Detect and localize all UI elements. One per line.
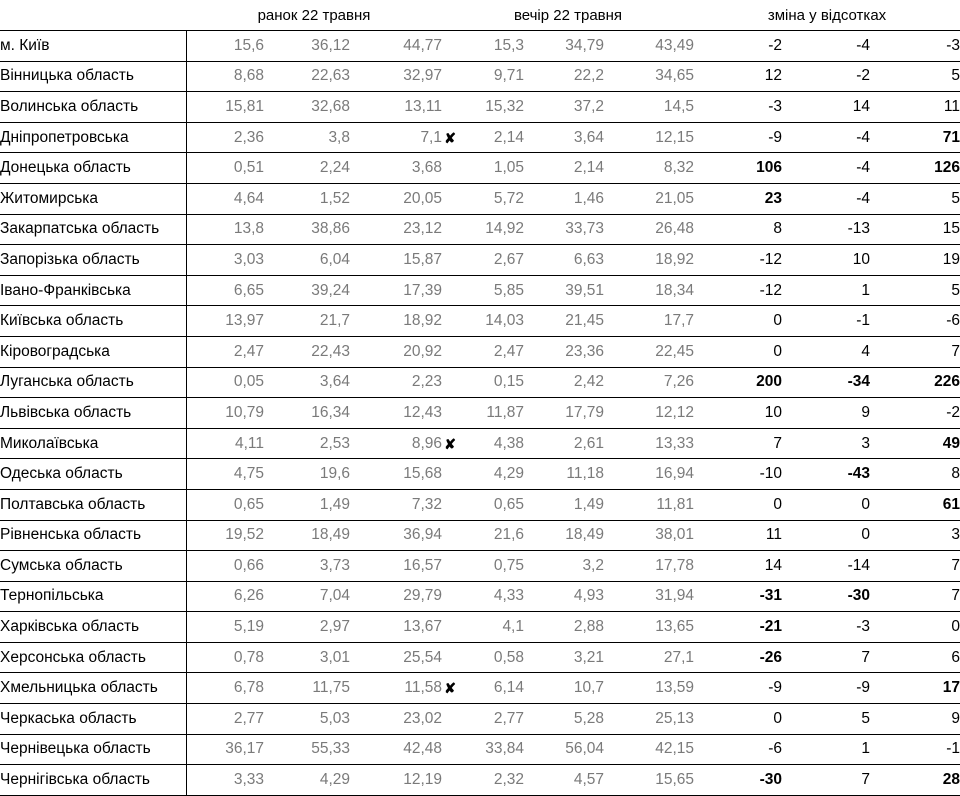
percent-cell-p1: -2 (694, 31, 782, 62)
percent-cell-p2: -4 (782, 122, 870, 153)
value-cell-m3: 20,92 (350, 336, 442, 367)
header-blank-cell (0, 0, 186, 31)
value-cell-m1: 15,81 (186, 92, 264, 123)
value-cell-m2: 19,6 (264, 459, 350, 490)
value-cell-e1: 4,33 (442, 581, 524, 612)
value-cell-e1: 2,14 (442, 122, 524, 153)
percent-cell-p3: -3 (870, 31, 960, 62)
table-row (0, 428, 960, 459)
header-group-change: зміна у відсотках (767, 6, 887, 24)
value-cell-m2: 55,33 (264, 734, 350, 765)
value-cell-m3: 29,79 (350, 581, 442, 612)
region-name-cell: Тернопільська (0, 581, 186, 612)
percent-cell-p1: -30 (694, 765, 782, 796)
value-cell-e3: 16,94 (604, 459, 694, 490)
value-cell-m1: 0,66 (186, 551, 264, 582)
value-cell-e3: 18,92 (604, 245, 694, 276)
value-cell-m3: 18,92 (350, 306, 442, 337)
value-cell-e1: 5,85 (442, 275, 524, 306)
percent-cell-p1: 7 (694, 428, 782, 459)
value-cell-m1: 0,05 (186, 367, 264, 398)
percent-cell-p2: -2 (782, 61, 870, 92)
percent-cell-p1: 10 (694, 398, 782, 429)
value-cell-m1: 13,97 (186, 306, 264, 337)
value-cell-m2: 3,8 (264, 122, 350, 153)
region-name-cell: Херсонська область (0, 642, 186, 673)
value-cell-m3: 3,68 (350, 153, 442, 184)
value-cell-m2: 18,49 (264, 520, 350, 551)
percent-cell-p1: -12 (694, 275, 782, 306)
percent-cell-p2: 5 (782, 704, 870, 735)
cross-mark-icon: ✘ (444, 129, 456, 146)
value-cell-m2: 11,75 (264, 673, 350, 704)
value-cell-m2: 2,24 (264, 153, 350, 184)
value-cell-m3: 42,48 (350, 734, 442, 765)
value-cell-e1: 0,58 (442, 642, 524, 673)
percent-cell-p3: 7 (870, 336, 960, 367)
region-name-cell: м. Київ (0, 31, 186, 62)
percent-cell-p1: -21 (694, 612, 782, 643)
value-cell-e1: 2,67 (442, 245, 524, 276)
value-cell-e1: 4,1 (442, 612, 524, 643)
percent-cell-p2: -3 (782, 612, 870, 643)
value-cell-e3: 34,65 (604, 61, 694, 92)
percent-cell-p1: 12 (694, 61, 782, 92)
value-cell-m1: 6,65 (186, 275, 264, 306)
value-cell-m2: 6,04 (264, 245, 350, 276)
region-name-cell: Львівська область (0, 398, 186, 429)
value-cell-m3: 13,11 (350, 92, 442, 123)
value-cell-e3: 31,94 (604, 581, 694, 612)
value-cell-m1: 2,77 (186, 704, 264, 735)
value-cell-m1: 6,26 (186, 581, 264, 612)
percent-cell-p3: -6 (870, 306, 960, 337)
value-cell-e3: 26,48 (604, 214, 694, 245)
table-row (0, 306, 960, 337)
value-cell-e1: 0,75 (442, 551, 524, 582)
value-cell-e3: 11,81 (604, 489, 694, 520)
value-cell-e1: 5,72 (442, 183, 524, 214)
percent-cell-p3: 7 (870, 581, 960, 612)
value-cell-e3: 25,13 (604, 704, 694, 735)
percent-cell-p2: 7 (782, 642, 870, 673)
value-cell-e2: 21,45 (524, 306, 604, 337)
region-name-cell: Житомирська (0, 183, 186, 214)
value-cell-m1: 5,19 (186, 612, 264, 643)
percent-cell-p1: 23 (694, 183, 782, 214)
value-cell-e2: 22,2 (524, 61, 604, 92)
table-row (0, 92, 960, 123)
value-cell-e1: 2,77 (442, 704, 524, 735)
value-cell-e1: 1,05 (442, 153, 524, 184)
percent-cell-p2: -14 (782, 551, 870, 582)
value-cell-m3: 2,23 (350, 367, 442, 398)
value-cell-m1: 0,51 (186, 153, 264, 184)
percent-cell-p2: 7 (782, 765, 870, 796)
value-cell-m3: 7,32 (350, 489, 442, 520)
value-cell-e3: 14,5 (604, 92, 694, 123)
table-row (0, 673, 960, 704)
value-cell-e3: 18,34 (604, 275, 694, 306)
value-cell-m3: 11,58 ✘ (350, 673, 442, 704)
percent-cell-p1: 0 (694, 489, 782, 520)
value-cell-m3: 12,43 (350, 398, 442, 429)
value-cell-m2: 22,43 (264, 336, 350, 367)
value-cell-e3: 38,01 (604, 520, 694, 551)
region-name-cell: Чернівецька область (0, 734, 186, 765)
region-name-cell: Сумська область (0, 551, 186, 582)
percent-cell-p1: 14 (694, 551, 782, 582)
header-group-morning: ранок 22 травня (257, 6, 371, 24)
value-cell-e2: 5,28 (524, 704, 604, 735)
value-cell-m2: 32,68 (264, 92, 350, 123)
value-cell-m2: 1,49 (264, 489, 350, 520)
value-cell-e2: 2,14 (524, 153, 604, 184)
percent-cell-p1: -26 (694, 642, 782, 673)
region-name-cell: Чернігівська область (0, 765, 186, 796)
table-row (0, 153, 960, 184)
value-cell-m3: 8,96 ✘ (350, 428, 442, 459)
table-row (0, 367, 960, 398)
table-row (0, 336, 960, 367)
value-cell-e2: 3,2 (524, 551, 604, 582)
table-header-row (0, 0, 960, 31)
region-name-cell: Луганська область (0, 367, 186, 398)
header-group-evening: вечір 22 травня (513, 6, 623, 24)
value-cell-e2: 10,7 (524, 673, 604, 704)
value-cell-e1: 4,29 (442, 459, 524, 490)
region-name-cell: Запорізька область (0, 245, 186, 276)
value-cell-m1: 6,78 (186, 673, 264, 704)
value-cell-m1: 3,03 (186, 245, 264, 276)
value-cell-e3: 15,65 (604, 765, 694, 796)
percent-cell-p1: 8 (694, 214, 782, 245)
value-cell-e2: 2,88 (524, 612, 604, 643)
region-name-cell: Хмельницька область (0, 673, 186, 704)
region-name-cell: Рівненська область (0, 520, 186, 551)
percent-cell-p1: 106 (694, 153, 782, 184)
table-row (0, 122, 960, 153)
value-cell-m1: 0,65 (186, 489, 264, 520)
value-cell-e1: 15,3 (442, 31, 524, 62)
value-cell-e3: 21,05 (604, 183, 694, 214)
percent-cell-p1: 0 (694, 704, 782, 735)
value-cell-e1: 9,71 (442, 61, 524, 92)
percent-cell-p2: 1 (782, 275, 870, 306)
value-cell-m3: 13,67 (350, 612, 442, 643)
value-cell-m2: 3,73 (264, 551, 350, 582)
region-name-cell: Донецька область (0, 153, 186, 184)
percent-cell-p2: -34 (782, 367, 870, 398)
percent-cell-p3: 5 (870, 183, 960, 214)
table-row (0, 734, 960, 765)
value-cell-m2: 21,7 (264, 306, 350, 337)
region-name-cell: Черкаська область (0, 704, 186, 735)
percent-cell-p1: 11 (694, 520, 782, 551)
value-cell-e1: 21,6 (442, 520, 524, 551)
value-cell-m3: 7,1 ✘ (350, 122, 442, 153)
percent-cell-p2: 14 (782, 92, 870, 123)
percent-cell-p2: 0 (782, 489, 870, 520)
cross-mark-icon: ✘ (444, 435, 456, 452)
percent-cell-p1: 0 (694, 306, 782, 337)
value-cell-m2: 2,53 (264, 428, 350, 459)
value-cell-e2: 2,42 (524, 367, 604, 398)
percent-cell-p3: 6 (870, 642, 960, 673)
value-cell-m3: 32,97 (350, 61, 442, 92)
value-cell-m2: 38,86 (264, 214, 350, 245)
table-row (0, 459, 960, 490)
table-row (0, 214, 960, 245)
value-cell-m3: 17,39 (350, 275, 442, 306)
value-cell-e2: 56,04 (524, 734, 604, 765)
value-cell-e2: 4,57 (524, 765, 604, 796)
percent-cell-p1: -9 (694, 673, 782, 704)
value-cell-e2: 18,49 (524, 520, 604, 551)
value-cell-m1: 10,79 (186, 398, 264, 429)
percent-cell-p1: -6 (694, 734, 782, 765)
value-cell-e1: 2,32 (442, 765, 524, 796)
value-cell-e3: 17,7 (604, 306, 694, 337)
value-cell-e2: 17,79 (524, 398, 604, 429)
cross-mark-icon: ✘ (444, 680, 456, 697)
value-cell-e1: 33,84 (442, 734, 524, 765)
percent-cell-p2: 10 (782, 245, 870, 276)
value-cell-m1: 2,47 (186, 336, 264, 367)
region-name-cell: Кіровоградська (0, 336, 186, 367)
table-row (0, 765, 960, 796)
percent-cell-p1: -10 (694, 459, 782, 490)
table-row (0, 245, 960, 276)
percent-cell-p3: 7 (870, 551, 960, 582)
table-row (0, 581, 960, 612)
value-cell-m2: 7,04 (264, 581, 350, 612)
value-cell-e3: 12,15 (604, 122, 694, 153)
table-row (0, 31, 960, 62)
value-cell-e3: 22,45 (604, 336, 694, 367)
percent-cell-p2: -30 (782, 581, 870, 612)
value-cell-m3: 25,54 (350, 642, 442, 673)
value-cell-e3: 13,65 (604, 612, 694, 643)
percent-cell-p3: 3 (870, 520, 960, 551)
percent-cell-p1: -31 (694, 581, 782, 612)
percent-cell-p2: -4 (782, 153, 870, 184)
region-name-cell: Волинська область (0, 92, 186, 123)
value-cell-e2: 1,49 (524, 489, 604, 520)
value-cell-e3: 42,15 (604, 734, 694, 765)
value-cell-m3: 15,87 (350, 245, 442, 276)
table-row (0, 183, 960, 214)
percent-cell-p2: 3 (782, 428, 870, 459)
percent-cell-p2: -9 (782, 673, 870, 704)
percent-cell-p3: 126 (870, 153, 960, 184)
value-cell-m2: 16,34 (264, 398, 350, 429)
value-cell-e2: 1,46 (524, 183, 604, 214)
value-cell-e3: 13,59 (604, 673, 694, 704)
value-cell-m3: 36,94 (350, 520, 442, 551)
value-cell-e1: 0,15 (442, 367, 524, 398)
percent-cell-p3: 8 (870, 459, 960, 490)
percent-cell-p2: -1 (782, 306, 870, 337)
region-name-cell: Полтавська область (0, 489, 186, 520)
value-cell-m3: 15,68 (350, 459, 442, 490)
value-cell-m2: 4,29 (264, 765, 350, 796)
value-cell-m3: 20,05 (350, 183, 442, 214)
percent-cell-p3: 19 (870, 245, 960, 276)
value-cell-m1: 15,6 (186, 31, 264, 62)
value-cell-m1: 0,78 (186, 642, 264, 673)
percent-cell-p3: -1 (870, 734, 960, 765)
value-cell-m1: 4,11 (186, 428, 264, 459)
value-cell-m3: 44,77 (350, 31, 442, 62)
table-row (0, 551, 960, 582)
region-name-cell: Миколаївська (0, 428, 186, 459)
value-cell-e2: 34,79 (524, 31, 604, 62)
percent-cell-p2: 0 (782, 520, 870, 551)
percent-cell-p3: -2 (870, 398, 960, 429)
value-cell-e3: 8,32 (604, 153, 694, 184)
value-cell-m1: 36,17 (186, 734, 264, 765)
table-row (0, 704, 960, 735)
percent-cell-p2: -4 (782, 183, 870, 214)
value-cell-e2: 3,64 (524, 122, 604, 153)
region-name-cell: Одеська область (0, 459, 186, 490)
value-cell-e1: 14,92 (442, 214, 524, 245)
value-cell-m1: 8,68 (186, 61, 264, 92)
percent-cell-p3: 226 (870, 367, 960, 398)
region-name-cell: Дніпропетровська (0, 122, 186, 153)
value-cell-e2: 2,61 (524, 428, 604, 459)
table-row (0, 612, 960, 643)
percent-cell-p3: 49 (870, 428, 960, 459)
value-cell-m2: 3,01 (264, 642, 350, 673)
value-cell-e2: 3,21 (524, 642, 604, 673)
value-cell-m3: 16,57 (350, 551, 442, 582)
value-cell-m3: 23,12 (350, 214, 442, 245)
table-row (0, 61, 960, 92)
percent-cell-p2: 1 (782, 734, 870, 765)
percent-cell-p3: 28 (870, 765, 960, 796)
value-cell-e3: 17,78 (604, 551, 694, 582)
percent-cell-p1: -3 (694, 92, 782, 123)
value-cell-m2: 39,24 (264, 275, 350, 306)
percent-cell-p2: -13 (782, 214, 870, 245)
percent-cell-p1: -9 (694, 122, 782, 153)
value-cell-e1: 0,65 (442, 489, 524, 520)
value-cell-e1: 2,47 (442, 336, 524, 367)
percent-cell-p3: 61 (870, 489, 960, 520)
percent-cell-p2: -43 (782, 459, 870, 490)
value-cell-e2: 23,36 (524, 336, 604, 367)
percent-cell-p3: 0 (870, 612, 960, 643)
value-cell-m2: 5,03 (264, 704, 350, 735)
percent-cell-p1: -12 (694, 245, 782, 276)
value-cell-e1: 11,87 (442, 398, 524, 429)
table-row (0, 642, 960, 673)
value-cell-m1: 4,64 (186, 183, 264, 214)
region-name-cell: Вінницька область (0, 61, 186, 92)
value-cell-m3: 23,02 (350, 704, 442, 735)
value-cell-e1: 6,14 (442, 673, 524, 704)
value-cell-m1: 4,75 (186, 459, 264, 490)
value-cell-m1: 2,36 (186, 122, 264, 153)
percent-cell-p3: 9 (870, 704, 960, 735)
region-name-cell: Київська область (0, 306, 186, 337)
percent-cell-p2: 4 (782, 336, 870, 367)
value-cell-m2: 1,52 (264, 183, 350, 214)
table-row (0, 520, 960, 551)
percent-cell-p1: 200 (694, 367, 782, 398)
value-cell-e1: 14,03 (442, 306, 524, 337)
value-cell-e3: 43,49 (604, 31, 694, 62)
value-cell-m2: 2,97 (264, 612, 350, 643)
value-cell-m2: 22,63 (264, 61, 350, 92)
value-cell-e3: 7,26 (604, 367, 694, 398)
percent-cell-p3: 71 (870, 122, 960, 153)
value-cell-m2: 3,64 (264, 367, 350, 398)
value-cell-e2: 39,51 (524, 275, 604, 306)
value-cell-e2: 6,63 (524, 245, 604, 276)
table-row (0, 275, 960, 306)
value-cell-e1: 15,32 (442, 92, 524, 123)
value-cell-e3: 27,1 (604, 642, 694, 673)
value-cell-e2: 4,93 (524, 581, 604, 612)
value-cell-e2: 11,18 (524, 459, 604, 490)
value-cell-e2: 33,73 (524, 214, 604, 245)
percent-cell-p2: 9 (782, 398, 870, 429)
value-cell-e1: 4,38 (442, 428, 524, 459)
percent-cell-p3: 5 (870, 61, 960, 92)
value-cell-m1: 19,52 (186, 520, 264, 551)
percent-cell-p3: 5 (870, 275, 960, 306)
value-cell-e3: 12,12 (604, 398, 694, 429)
region-name-cell: Харківська область (0, 612, 186, 643)
value-cell-m1: 13,8 (186, 214, 264, 245)
value-cell-m3: 12,19 (350, 765, 442, 796)
percent-cell-p3: 17 (870, 673, 960, 704)
value-cell-m2: 36,12 (264, 31, 350, 62)
value-cell-m1: 3,33 (186, 765, 264, 796)
table-row (0, 489, 960, 520)
percent-cell-p3: 15 (870, 214, 960, 245)
value-cell-e2: 37,2 (524, 92, 604, 123)
percent-cell-p1: 0 (694, 336, 782, 367)
percent-cell-p3: 11 (870, 92, 960, 123)
region-name-cell: Закарпатська область (0, 214, 186, 245)
region-name-cell: Івано-Франківська (0, 275, 186, 306)
value-cell-e3: 13,33 (604, 428, 694, 459)
table-body (0, 31, 960, 796)
percent-cell-p2: -4 (782, 31, 870, 62)
table-row (0, 398, 960, 429)
